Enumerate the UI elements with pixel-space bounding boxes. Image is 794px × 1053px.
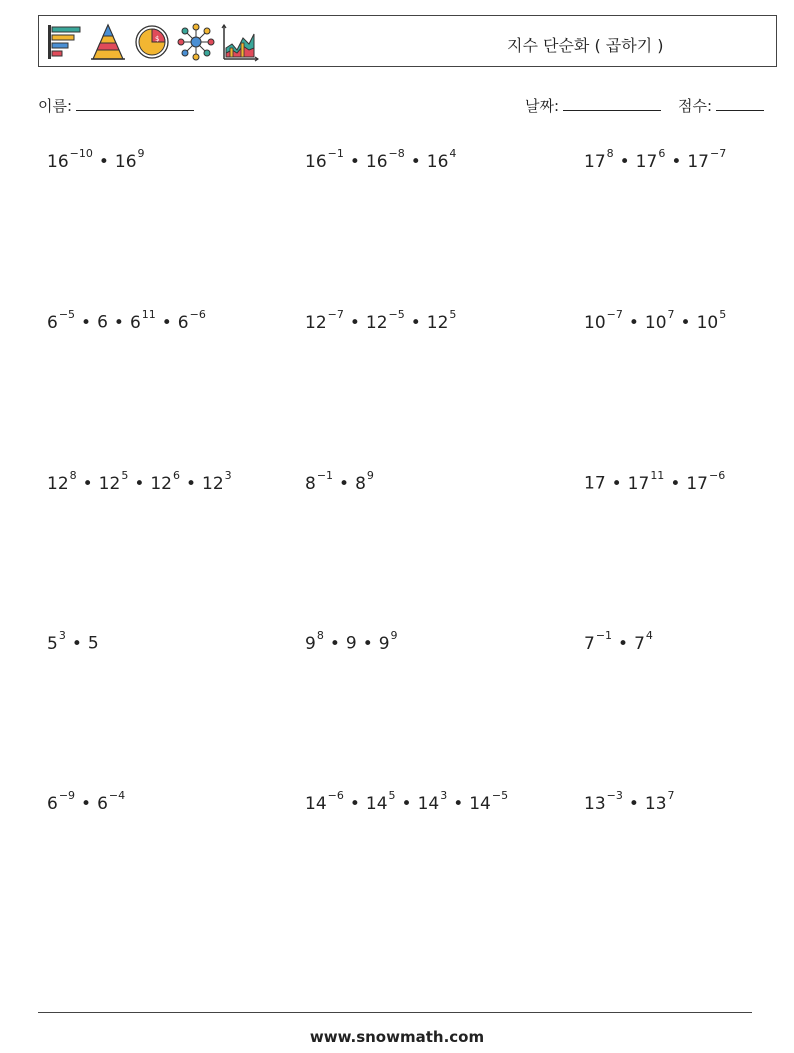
base: 12: [305, 312, 327, 333]
power-term: [644, 789, 675, 814]
power-term: [355, 469, 374, 494]
date-blank[interactable]: [563, 96, 661, 111]
problem-item: [584, 629, 653, 654]
multiply-dot: •: [628, 312, 639, 333]
power-term: [305, 147, 344, 172]
base: 16: [114, 151, 137, 172]
base: 14: [305, 793, 327, 814]
multiply-dot: •: [349, 312, 360, 333]
power-term: [305, 629, 324, 654]
logo-strip: [45, 22, 259, 62]
base: 14: [417, 793, 440, 814]
power-term: [584, 789, 623, 814]
base: 6: [47, 793, 58, 814]
power-term: [365, 147, 405, 172]
score-blank[interactable]: [716, 96, 764, 111]
exponent: 11: [650, 469, 665, 482]
power-term: [584, 308, 623, 333]
power-term: [365, 308, 405, 333]
base: 12: [98, 473, 121, 494]
base: 10: [696, 312, 719, 333]
base: 17: [627, 473, 650, 494]
base: 6: [177, 312, 189, 333]
exponent: 4: [645, 629, 653, 642]
power-term: [98, 469, 129, 494]
power-term: [365, 789, 396, 814]
exponent: 11: [141, 308, 156, 321]
power-term: [417, 789, 448, 814]
name-field: [38, 95, 194, 116]
worksheet-title: 지수 단순화 ( 곱하기 ): [507, 36, 664, 55]
power-term: [177, 308, 206, 333]
score-label: 점수:: [678, 97, 713, 115]
footer-divider: [38, 1012, 752, 1013]
problem-item: [47, 789, 126, 814]
base: 12: [365, 312, 388, 333]
power-term: [426, 147, 457, 172]
base: 13: [644, 793, 667, 814]
exponent: 8: [69, 469, 77, 482]
power-term: [202, 469, 232, 494]
area-chart-icon: [221, 22, 259, 62]
multiply-dot: •: [410, 312, 421, 333]
multiply-dot: •: [329, 633, 340, 654]
exponent: −5: [388, 308, 405, 321]
exponent: 6: [172, 469, 180, 482]
exponent: −7: [606, 308, 623, 321]
multiply-dot: •: [453, 793, 464, 814]
multiply-dot: •: [81, 793, 92, 814]
exponent: 9: [366, 469, 374, 482]
power-term: [346, 634, 357, 654]
multiply-dot: •: [410, 151, 421, 172]
power-term: [426, 308, 457, 333]
base: 7: [584, 633, 595, 654]
footer-url: www.snowmath.com: [309, 1028, 485, 1046]
problem-item: [305, 629, 398, 654]
base: 6: [47, 312, 58, 333]
base: 10: [584, 312, 606, 333]
base: 17: [584, 151, 606, 172]
problem-item: [584, 469, 726, 494]
problem-item: [47, 629, 99, 654]
bar-chart-icon: [45, 22, 83, 62]
exponent: 6: [658, 147, 666, 160]
problem-item: [305, 469, 374, 494]
exponent: −4: [108, 789, 126, 802]
base: 12: [47, 473, 69, 494]
base: 7: [634, 633, 645, 654]
power-term: [97, 313, 108, 333]
multiply-dot: •: [339, 473, 350, 494]
problem-item: [47, 469, 232, 494]
base: 6: [97, 312, 108, 333]
power-term: [687, 147, 727, 172]
power-term: [635, 147, 666, 172]
exponent: −1: [327, 147, 344, 160]
exponent: 9: [390, 629, 398, 642]
multiply-dot: •: [349, 151, 360, 172]
power-term: [634, 629, 653, 654]
exponent: 8: [606, 147, 614, 160]
exponent: 8: [316, 629, 324, 642]
power-term: [47, 308, 76, 333]
name-label: 이름:: [38, 97, 73, 115]
multiply-dot: •: [349, 793, 360, 814]
exponent: 5: [719, 308, 727, 321]
multiply-dot: •: [628, 793, 639, 814]
base: 13: [584, 793, 606, 814]
svg-text:$: $: [155, 35, 160, 43]
multiply-dot: •: [98, 151, 109, 172]
power-term: [129, 308, 156, 333]
power-term: [469, 789, 509, 814]
worksheet-header: [38, 15, 777, 67]
base: 8: [355, 473, 366, 494]
base: 6: [97, 793, 108, 814]
exponent: 3: [224, 469, 232, 482]
base: 10: [644, 312, 667, 333]
base: 17: [686, 473, 708, 494]
exponent: −9: [58, 789, 76, 802]
power-term: [584, 474, 606, 494]
date-field: [525, 95, 661, 116]
multiply-dot: •: [185, 473, 197, 494]
power-term: [47, 469, 77, 494]
problem-item: [584, 308, 727, 333]
pyramid-chart-icon: [89, 22, 127, 62]
base: 12: [202, 473, 224, 494]
problem-item: [47, 308, 206, 333]
multiply-dot: •: [161, 312, 172, 333]
base: 12: [150, 473, 172, 494]
problem-item: [305, 789, 509, 814]
exponent: −7: [709, 147, 727, 160]
exponent: 5: [449, 308, 457, 321]
base: 9: [378, 633, 390, 654]
multiply-dot: •: [618, 633, 629, 654]
multiply-dot: •: [611, 473, 622, 494]
exponent: −10: [69, 147, 93, 160]
exponent: −6: [189, 308, 206, 321]
exponent: 5: [388, 789, 396, 802]
power-term: [150, 469, 180, 494]
power-term: [305, 308, 344, 333]
base: 14: [365, 793, 388, 814]
exponent: −7: [327, 308, 344, 321]
power-term: [627, 469, 665, 494]
power-term: [584, 147, 614, 172]
base: 9: [345, 633, 357, 654]
power-term: [88, 634, 99, 654]
problem-item: [305, 308, 457, 333]
exponent: −5: [58, 308, 76, 321]
power-term: [47, 629, 66, 654]
base: 16: [47, 151, 69, 172]
exponent: −6: [327, 789, 344, 802]
exponent: 7: [667, 789, 675, 802]
multiply-dot: •: [670, 473, 681, 494]
date-label: 날짜:: [525, 97, 560, 115]
exponent: 9: [137, 147, 145, 160]
power-term: [47, 147, 93, 172]
base: 17: [635, 151, 658, 172]
exponent: −1: [595, 629, 613, 642]
power-term: [584, 629, 613, 654]
base: 17: [687, 151, 709, 172]
multiply-dot: •: [113, 312, 124, 333]
power-term: [686, 469, 726, 494]
exponent: 5: [121, 469, 129, 482]
exponent: 3: [58, 629, 66, 642]
exponent: −1: [316, 469, 334, 482]
multiply-dot: •: [71, 633, 82, 654]
power-term: [644, 308, 675, 333]
multiply-dot: •: [680, 312, 691, 333]
exponent: −8: [388, 147, 405, 160]
exponent: 3: [440, 789, 448, 802]
score-field: [678, 95, 764, 116]
base: 16: [365, 151, 388, 172]
exponent: −6: [708, 469, 726, 482]
power-term: [378, 629, 398, 654]
exponent: 7: [667, 308, 675, 321]
exponent: 4: [449, 147, 457, 160]
multiply-dot: •: [619, 151, 630, 172]
base: 16: [305, 151, 327, 172]
multiply-dot: •: [401, 793, 412, 814]
base: 5: [47, 633, 58, 654]
power-term: [305, 469, 334, 494]
problem-item: [584, 789, 675, 814]
exponent: −3: [606, 789, 623, 802]
problem-item: [584, 147, 727, 172]
power-term: [696, 308, 727, 333]
multiply-dot: •: [82, 473, 93, 494]
base: 5: [87, 633, 99, 654]
base: 12: [426, 312, 449, 333]
base: 17: [584, 473, 606, 494]
network-icon: [177, 22, 215, 62]
base: 8: [305, 473, 316, 494]
multiply-dot: •: [134, 473, 145, 494]
power-term: [47, 789, 76, 814]
base: 16: [426, 151, 449, 172]
power-term: [114, 147, 145, 172]
base: 9: [305, 633, 316, 654]
problem-item: [305, 147, 457, 172]
base: 6: [129, 312, 141, 333]
power-term: [305, 789, 344, 814]
base: 14: [469, 793, 491, 814]
name-blank[interactable]: [76, 96, 194, 111]
problem-item: [47, 147, 145, 172]
power-term: [97, 789, 126, 814]
exponent: −5: [491, 789, 509, 802]
multiply-dot: •: [81, 312, 92, 333]
multiply-dot: •: [671, 151, 682, 172]
multiply-dot: •: [362, 633, 373, 654]
pie-chart-icon: [133, 22, 171, 62]
